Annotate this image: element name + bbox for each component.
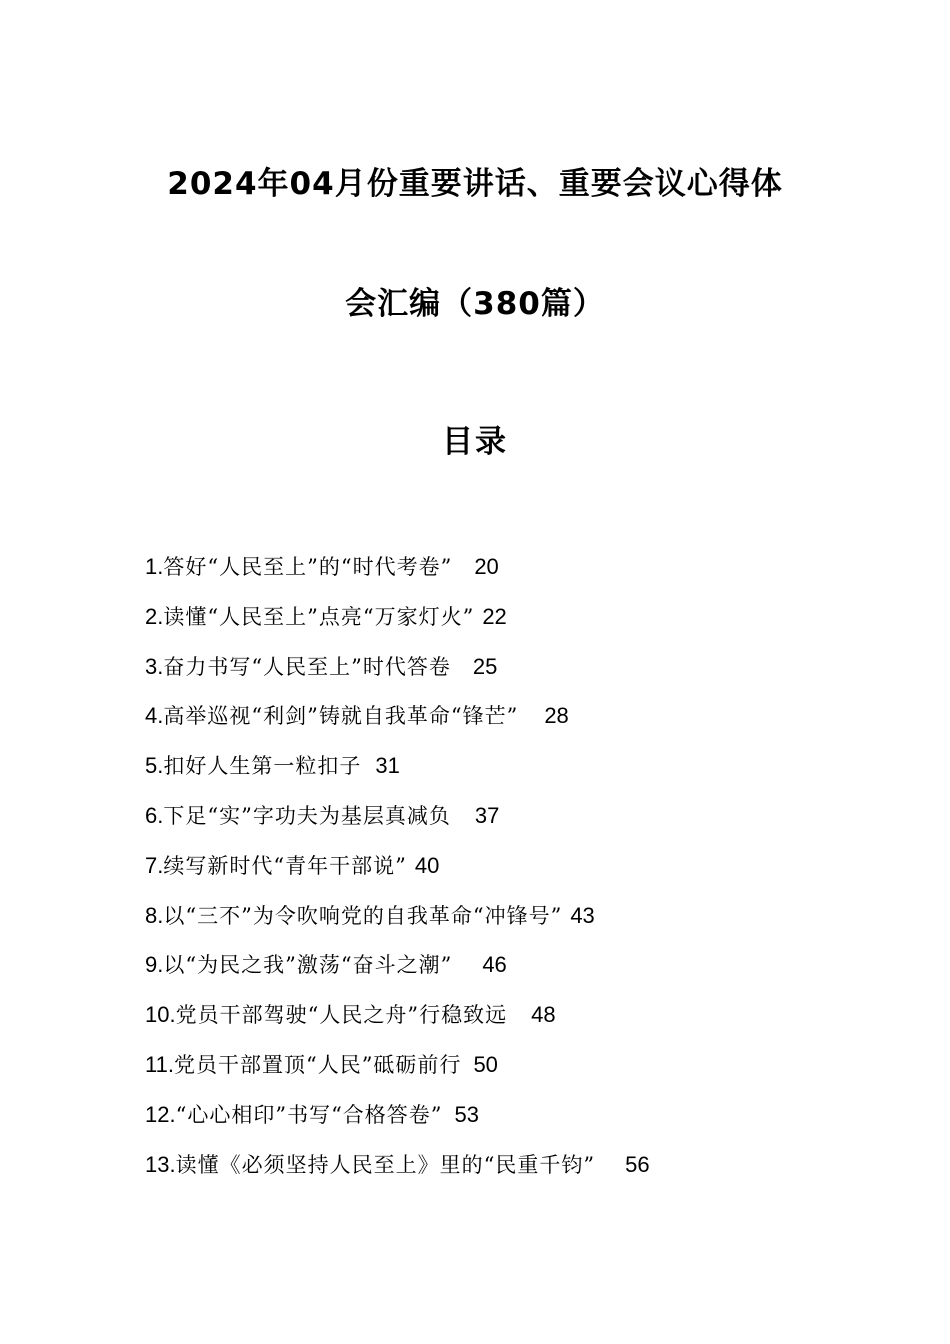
toc-entry-page: 25 xyxy=(472,653,498,679)
toc-heading: 目录 xyxy=(442,424,508,460)
toc-entry-number: 6. xyxy=(145,802,164,828)
toc-entry-number: 7. xyxy=(145,852,164,878)
toc-entry[interactable] xyxy=(145,1098,650,1148)
toc-entry[interactable] xyxy=(145,699,650,749)
toc-entry-page: 37 xyxy=(474,802,500,828)
toc-entry-number: 5. xyxy=(145,753,164,779)
toc-entry-number: 11. xyxy=(145,1051,174,1077)
document-title-line-1: 2024年04月份重要讲话、重要会议心得体 xyxy=(167,166,783,202)
toc-entry-page: 50 xyxy=(473,1051,498,1077)
toc-entry[interactable] xyxy=(145,650,650,700)
toc-entry-page: 56 xyxy=(625,1151,650,1177)
toc-entry[interactable] xyxy=(145,899,650,949)
toc-entry[interactable] xyxy=(145,1148,650,1198)
toc-entry-title: 党员干部驾驶“人民之舟”行稳致远 xyxy=(175,1003,508,1028)
toc-entry-page: 28 xyxy=(544,703,569,729)
toc-entry-page: 46 xyxy=(482,952,507,978)
toc-entry-page: 48 xyxy=(531,1002,556,1028)
toc-entry-page: 53 xyxy=(454,1101,480,1127)
toc-entry[interactable] xyxy=(145,799,650,849)
toc-entry[interactable] xyxy=(145,948,650,998)
toc-entry-title: 以“为民之我”激荡“奋斗之潮” xyxy=(163,953,453,978)
toc-entry-title: 读懂“人民至上”点亮“万家灯火” xyxy=(163,604,475,629)
toc-entry-title: 奋力书写“人民至上”时代答卷 xyxy=(163,654,451,679)
toc-entry-title: 续写新时代“青年干部说” xyxy=(163,853,407,878)
toc-entry-page: 22 xyxy=(482,603,507,629)
toc-entry-number: 9. xyxy=(145,952,164,978)
toc-entry[interactable] xyxy=(145,998,650,1048)
toc-entry-page: 40 xyxy=(414,852,440,878)
toc-entry-title: 高举巡视“利剑”铸就自我革命“锋芒” xyxy=(163,704,519,729)
toc-entry[interactable] xyxy=(145,749,650,799)
toc-entry-page: 43 xyxy=(570,902,595,928)
toc-entry-number: 10. xyxy=(145,1002,176,1028)
toc-entry-title: 以“三不”为令吹响党的自我革命“冲锋号” xyxy=(163,903,563,928)
toc-entry-page: 31 xyxy=(375,753,400,779)
toc-entry[interactable] xyxy=(145,849,650,899)
document-title-line-2: 会汇编（380篇） xyxy=(345,286,605,322)
toc-entry[interactable] xyxy=(145,600,650,650)
toc-entry-title: 下足“实”字功夫为基层真减负 xyxy=(163,803,451,828)
toc-entry-number: 8. xyxy=(145,902,164,928)
toc-entry-title: 答好“人民至上”的“时代考卷” xyxy=(163,555,453,579)
toc-entry-number: 13. xyxy=(145,1151,176,1177)
toc-entry-title: 读懂《必须坚持人民至上》里的“民重千钧” xyxy=(175,1152,596,1177)
toc-entry-page: 20 xyxy=(474,554,499,579)
toc-entry[interactable] xyxy=(145,1048,650,1098)
table-of-contents xyxy=(145,550,650,1197)
toc-entry-number: 3. xyxy=(145,653,164,679)
toc-entry[interactable] xyxy=(145,550,650,600)
toc-entry-title: 扣好人生第一粒扣子 xyxy=(163,754,362,779)
toc-entry-number: 1. xyxy=(145,554,164,579)
toc-entry-number: 12. xyxy=(145,1101,176,1127)
toc-entry-number: 2. xyxy=(145,603,164,629)
toc-entry-title: “心心相印”书写“合格答卷” xyxy=(175,1102,443,1127)
toc-entry-title: 党员干部置顶“人民”砥砺前行 xyxy=(173,1052,462,1077)
toc-entry-number: 4. xyxy=(145,703,164,729)
